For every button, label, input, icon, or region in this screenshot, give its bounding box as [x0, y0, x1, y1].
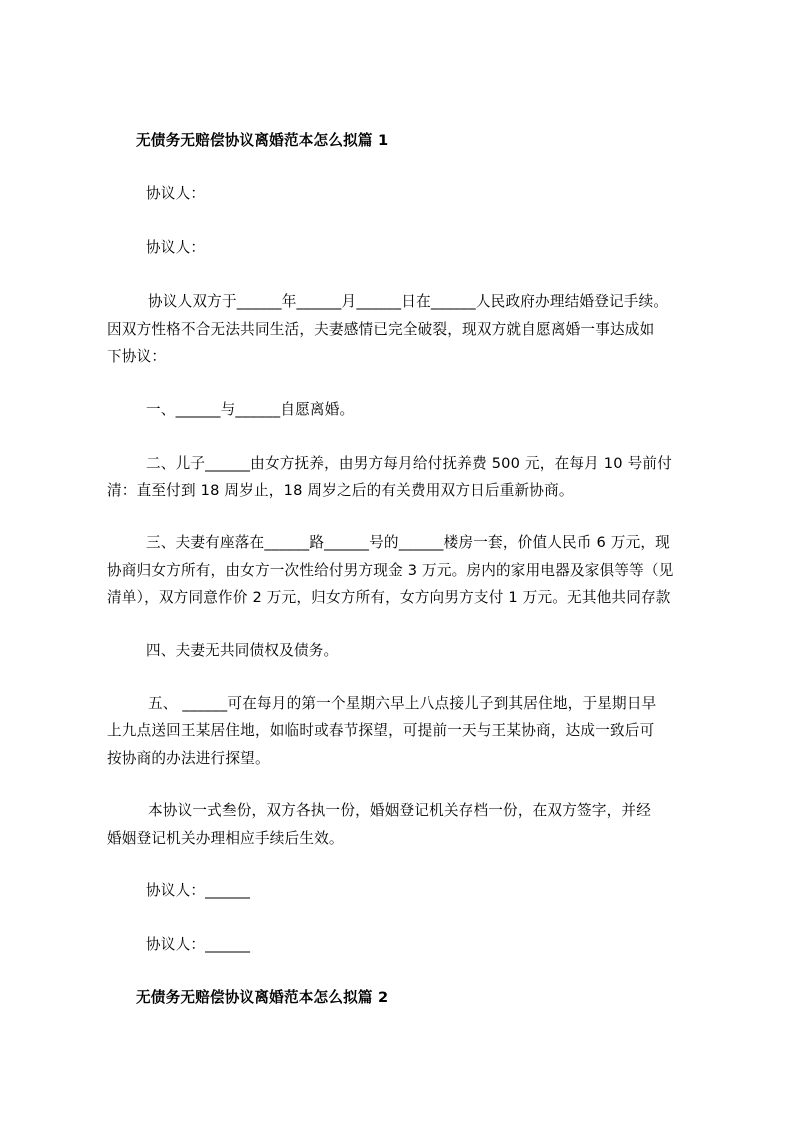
- clause-5-line-3: 按协商的办法进行探望。: [107, 750, 270, 767]
- intro-line-1: 协议人双方于______年______月______日在______人民政府办理结婚登记手续。: [148, 293, 669, 310]
- closing-line-1: 本协议一式叁份，双方各执一份，婚姻登记机关存档一份，在双方签字，并经: [148, 802, 651, 819]
- section-heading-2: 无债务无赔偿协议离婚范本怎么拟篇 2: [136, 989, 389, 1006]
- clause-3-line-2: 协商归女方所有，由女方一次性给付男方现金 3 万元。房内的家用电器及家俱等等（见: [107, 562, 674, 579]
- clause-3-line-1: 三、夫妻有座落在______路______号的______楼房一套，价值人民币 6 万元，现: [146, 534, 670, 551]
- clause-5-line-2: 上九点送回王某居住地，如临时或春节探望，可提前一天与王某协商，达成一致后可: [107, 722, 655, 739]
- closing-line-2: 婚姻登记机关办理相应手续后生效。: [107, 830, 344, 847]
- signature-b: 协议人：______: [146, 936, 251, 953]
- signature-a: 协议人：______: [146, 882, 251, 899]
- clause-1: 一、______与______自愿离婚。: [146, 401, 355, 418]
- party-b-label: 协议人：: [146, 239, 206, 256]
- clause-4: 四、夫妻无共同债权及债务。: [146, 642, 339, 659]
- clause-2-line-1: 二、儿子______由女方抚养，由男方每月给付抚养费 500 元，在每月 10 号前付: [146, 455, 672, 472]
- intro-line-2: 因双方性格不合无法共同生活，夫妻感情已完全破裂，现双方就自愿离婚一事达成如: [107, 321, 655, 338]
- clause-3-line-3: 清单），双方同意作价 2 万元，归女方所有，女方向男方支付 1 万元。无其他共同存款: [107, 589, 671, 606]
- party-a-label: 协议人：: [146, 185, 206, 202]
- section-heading-1: 无债务无赔偿协议离婚范本怎么拟篇 1: [136, 132, 389, 149]
- clause-2-line-2: 清：直至付到 18 周岁止，18 周岁之后的有关费用双方日后重新协商。: [107, 482, 574, 499]
- clause-5-line-1: 五、 ______可在每月的第一个星期六早上八点接儿子到其居住地，于星期日早: [148, 695, 657, 712]
- intro-line-3: 下协议：: [107, 348, 167, 365]
